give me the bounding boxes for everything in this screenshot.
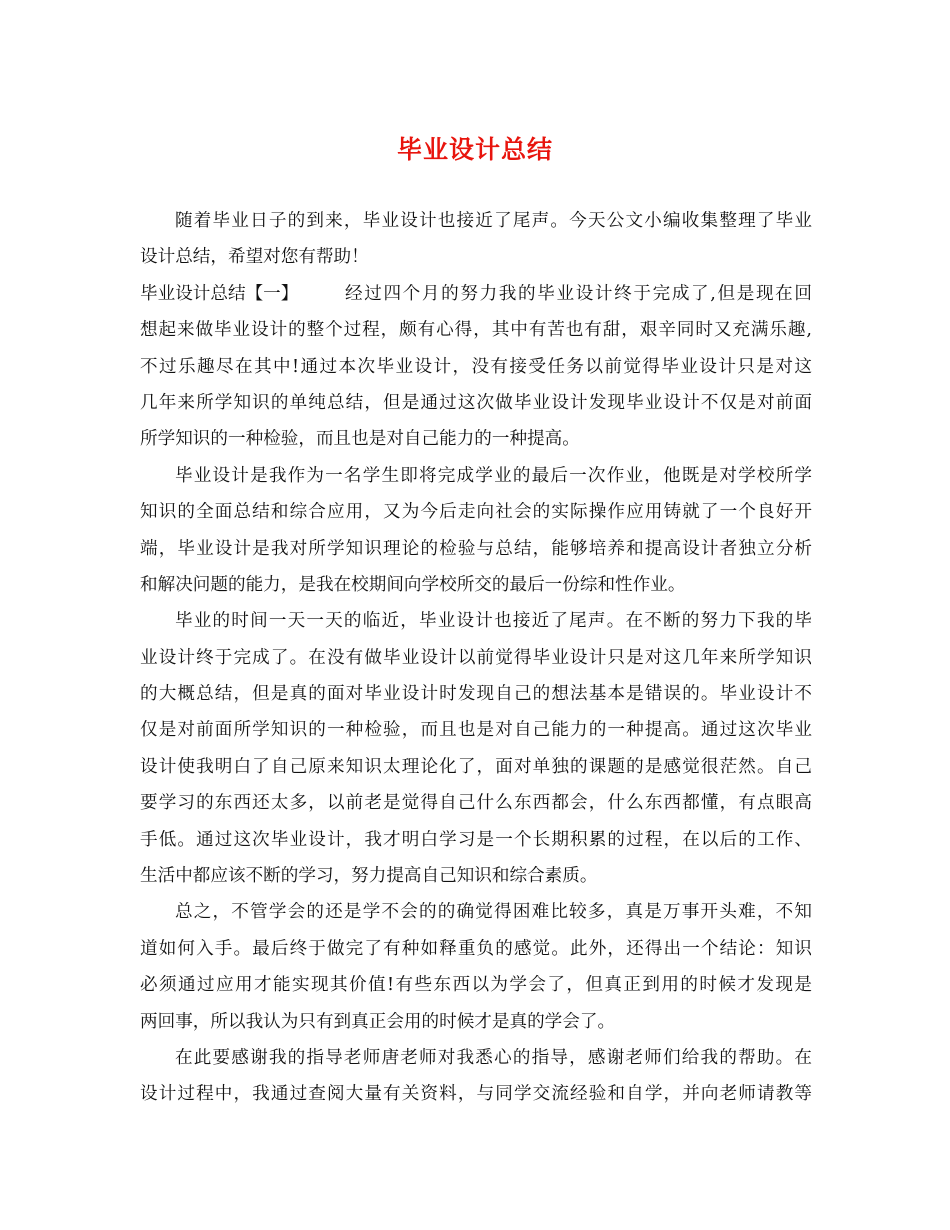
section-label: 毕业设计总结【一】 xyxy=(140,283,299,304)
paragraph-line xyxy=(140,276,812,312)
paragraph-line: 业设计终于完成了。在没有做毕业设计以前觉得毕业设计只是对这几年来所学知识 xyxy=(140,647,812,668)
paragraph-line: 毕业的时间一天一天的临近，毕业设计也接近了尾声。在不断的努力下我的毕 xyxy=(175,611,812,632)
document-body xyxy=(140,203,812,1113)
paragraph xyxy=(140,203,812,276)
paragraph-line: 仅是对前面所学知识的一种检验，而且也是对自己能力的一种提高。通过这次毕业 xyxy=(140,720,812,741)
paragraph-line: 总之，不管学会的还是学不会的的确觉得困难比较多，真是万事开头难，不知 xyxy=(175,902,812,923)
paragraph-line: 所学知识的一种检验，而且也是对自己能力的一种提高。 xyxy=(140,429,580,450)
paragraph-line: 毕业设计是我作为一名学生即将完成学业的最后一次作业，他既是对学校所学 xyxy=(175,465,812,486)
paragraph-line: 设计过程中，我通过查阅大量有关资料，与同学交流经验和自学，并向老师请教等 xyxy=(140,1084,812,1105)
paragraph-line: 想起来做毕业设计的整个过程，颇有心得，其中有苦也有甜，艰辛同时又充满乐趣, xyxy=(140,320,812,341)
paragraph-line: 和解决问题的能力，是我在校期间向学校所交的最后一份综和性作业。 xyxy=(140,574,686,595)
paragraph-line: 生活中都应该不断的学习，努力提高自己知识和综合素质。 xyxy=(140,866,598,887)
paragraph-line: 必须通过应用才能实现其价值!有些东西以为学会了，但真正到用的时候才发现是 xyxy=(140,975,812,996)
paragraph-line: 端，毕业设计是我对所学知识理论的检验与总结，能够培养和提高设计者独立分析 xyxy=(140,538,812,559)
paragraph-line-text: 经过四个月的努力我的毕业设计终于完成了,但是现在回 xyxy=(345,283,812,304)
paragraph xyxy=(140,1040,812,1113)
paragraph xyxy=(140,894,812,1040)
document-title: 毕业设计总结 xyxy=(396,135,553,164)
paragraph-line: 在此要感谢我的指导老师唐老师对我悉心的指导，感谢老师们给我的帮助。在 xyxy=(175,1047,812,1068)
paragraph-line: 随着毕业日子的到来，毕业设计也接近了尾声。今天公文小编收集整理了毕业 xyxy=(175,211,812,231)
paragraph xyxy=(140,603,812,894)
paragraph-line: 道如何入手。最后终于做完了有种如释重负的感觉。此外，还得出一个结论：知识 xyxy=(140,938,812,959)
paragraph-line: 设计使我明白了自己原来知识太理论化了，面对单独的课题的是感觉很茫然。自己 xyxy=(140,756,812,777)
paragraph-line: 几年来所学知识的单纯总结，但是通过这次做毕业设计发现毕业设计不仅是对前面 xyxy=(140,392,812,413)
paragraph-line: 不过乐趣尽在其中!通过本次毕业设计，没有接受任务以前觉得毕业设计只是对这 xyxy=(140,356,812,377)
paragraph-line: 手低。通过这次毕业设计，我才明白学习是一个长期积累的过程，在以后的工作、 xyxy=(140,829,812,850)
paragraph xyxy=(140,458,812,604)
paragraph xyxy=(140,276,812,458)
paragraph-line: 知识的全面总结和综合应用，又为今后走向社会的实际操作应用铸就了一个良好开 xyxy=(140,502,812,523)
paragraph-line: 要学习的东西还太多，以前老是觉得自己什么东西都会，什么东西都懂，有点眼高 xyxy=(140,793,812,814)
paragraph-line: 的大概总结，但是真的面对毕业设计时发现自己的想法基本是错误的。毕业设计不 xyxy=(140,684,812,705)
paragraph-line: 两回事，所以我认为只有到真正会用的时候才是真的学会了。 xyxy=(140,1011,616,1032)
paragraph-line: 设计总结，希望对您有帮助！ xyxy=(140,247,369,268)
